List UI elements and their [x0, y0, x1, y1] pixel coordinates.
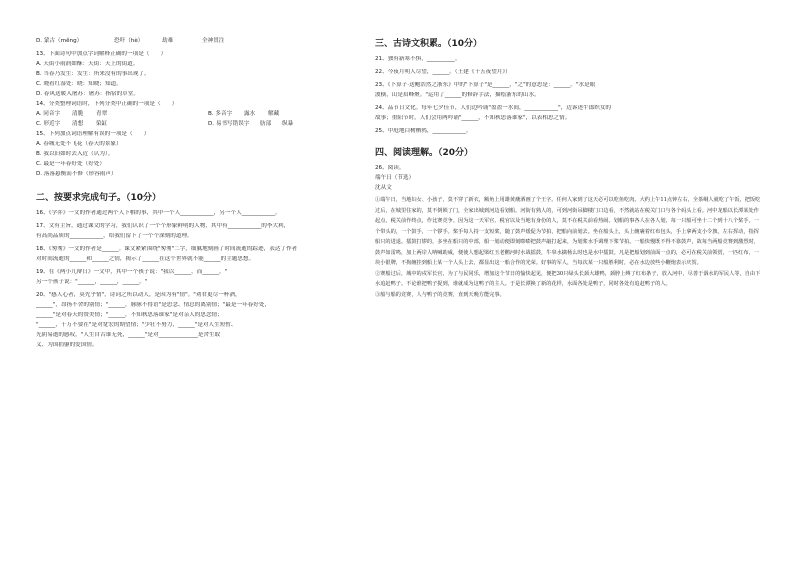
q22: 22、今夜月明人尽望，______。（王建《十五夜望月》） — [375, 69, 511, 75]
q20-line-3: ______"是对春天的赞美情；"______，不知秋思落谁家"是对亲人的思念情； — [36, 312, 223, 318]
right-column — [375, 38, 767, 300]
q14-option-d: D. 易书写错误字 肪部 纵暴 — [208, 121, 294, 127]
q21: 21、独有新寒不惧，__________。 — [375, 56, 461, 62]
q20-line-2: ______"，昂扬不舍的别情；"______，脉脉不得语"是思念、情总的离别情；"最是一年春好处， — [36, 302, 271, 308]
q24: 24、品节日文化。每年七夕佳节，人们边吟诵"盈盈一水间，____________"，边诉述牛郎织女的 — [375, 105, 612, 111]
q19-continued: 另一个孩子说："______，______，______。" — [36, 279, 148, 285]
q20-line-6: 义、为国捐躯的爱国情。 — [36, 342, 98, 348]
q13-option-c: C. 晓看红湿处：晓：知晓；知道。 — [36, 81, 122, 87]
passage-paragraph-2: ②赛船过后，城中的戍军长官，为了与民同乐，增加这个节日的愉快起见，便把30只绿头长颈大雄鸭，颈脖上缚了红布条子，放入河中，尽善于泅水的军民人等，自由下水追赶鸭子。不论谁把鸭子捉到，谁就成为这鸭子的主人。于是长潭换了新的花样，水面各处是鸭子，同时各处有追赶鸭子的人。 — [375, 270, 761, 287]
passage-paragraph-3: ③船与船的竞赛，人与鸭子的竞赛，直到天晚方能完事。 — [375, 291, 505, 298]
q15-option-d: D. 落落悬衡而不修（形容雨声） — [36, 171, 117, 177]
q15-option-a: A. 春城无处不飞花（春天的景象） — [36, 141, 122, 147]
q18-continued: 对时间流逝的______和______之情，揭示了______在这个世界就不能______的主题思想。 — [36, 256, 255, 262]
q13-option-b: B. 当春乃发生：发生：所来没有的事出现了。 — [36, 71, 150, 77]
q20-line-5: 光阴易逝的感叹，"人生自古谁无死，______"是对______________是舍生取 — [36, 332, 221, 338]
q18: 18、《匆匆》一文的作者是______。课文紧紧围绕"匆匆"二字，细腻地刻画了时间流逝的踪迹，表达了作者 — [36, 246, 298, 252]
section-3-title: 三、古诗文积累。（10分） — [375, 39, 483, 49]
q25: 25、中庭地白树栖鸦，____________。 — [375, 128, 472, 134]
q17: 17、文有主旨，通过课文的学习，我们认识了一个个形象鲜明的人物，其中有____________的李大利， — [36, 223, 290, 229]
q17-continued: 有高尚品质的____________，给我们留下了一个个深刻的道理。 — [36, 233, 193, 239]
section-4-title: 四、阅读理解。（20分） — [375, 148, 474, 158]
passage-author: 沈从文 — [375, 185, 392, 191]
q14-stem: 14、分类整理词语时，下列分类中正确的一项是（ ） — [36, 101, 178, 107]
q14-options-cd — [36, 121, 356, 128]
q19: 19、在《两小儿辩日》一文中，其中一个孩子说："我以______，而______。" — [36, 269, 228, 275]
passage-paragraph-1: ①端午日，当地妇女、小孩子，莫不穿了新衣，额角上用雄黄蘸酒画了个王字。任何人家到了这天必可以吃鱼吃肉。大约上午11点钟左右，全茶峒人就吃了午饭，把饭吃过后，在城里住家的，莫不倒锁了门，全家出城到河边看划船。河街有熟人的，可到河街吊脚楼门口边看，不然就站在税关门口与各个码头上看。河中龙船以长潭某处作起点，税关前作终点，作比赛竞争。因为这一天军官、税官以及当地有身份的人，莫不在税关前看热闹。划船的事各人在各人划，每一只船可坐十二个到十八个桨手，一个带头的，一个鼓手，一个锣手。桨手每人持一支短桨，随了鼓声缓促为节拍，把船向前划去。坐在船头上，头上缠裹着红布包头，手上拿两支小令旗，左右挥动，指挥船只的进退。擂鼓打锣的，多坐在船只的中部，船一划动便即刻嘭嘭把鼓声敲打起来，为划桨水手调理下桨节拍。一船快慢既不得不靠鼓声，故每当两船竞赛到激烈时，鼓声如雷鸣，加上两岸人呐喊助威，便使人想起梁红玉老鹳河时水战擂鼓，牛皋水擒杨么时也是水中擂鼓。凡是把船划到前面一点的，必可在税关前领赏，一匹红布，一块小银牌，不拘缠挂到船上某一个人头上去，都显出这一船合作的光荣。好事的军人，当每次某一只船胜利时，必在水边放些小鞭炮表示庆贺。 — [375, 197, 761, 266]
q15-option-c: C. 最是一年春好处（好处） — [36, 161, 105, 167]
q15-stem: 15、下列加点词语理解有误的一项是（ ） — [36, 131, 150, 137]
q13-stem: 13、下面诗句中加点字词解释正确的一项是（ ） — [36, 51, 167, 57]
left-column — [36, 38, 356, 349]
section-2-title: 二、按要求完成句子。（10分） — [36, 193, 162, 203]
q14-option-a: A. 同音字 清脆 青翠 — [36, 111, 108, 117]
q24-continued: 故事；重阳节时，人们会用两吟诵"______，不知秋思落谁家"，以表相思之情。 — [375, 115, 571, 121]
q13-option-d: D. 春风送暖入屠苏：屠苏：指宿的草堂。 — [36, 91, 139, 97]
q20: 20、"感人心者，莫先乎情"，诗词之所以动人，是因为有"情"。"劝君更尽一杯酒， — [36, 292, 241, 298]
passage-title: 端午日（节选） — [375, 175, 415, 181]
q26: 26、阅读。 — [375, 165, 405, 171]
q23-continued: 波横，山是眉峰聚。"运用了______的修辞手法，描绘浙东的山水。 — [375, 92, 540, 98]
q14-option-b: B. 多音字 露水 解藏 — [208, 111, 280, 117]
q20-line-4: "______，千万不要在"是对宽宏的期望情；"少壮不努力，______"是对人生短暂、 — [36, 322, 237, 328]
q14-option-c: C. 形近字 清想 染缸 — [36, 121, 108, 127]
q14-options-ab — [36, 111, 356, 118]
q16: 16、《学弈》一文的作者通过两个人下棋的事，其中一个人____________，另一个人____________。 — [36, 210, 281, 216]
q23: 23、《卜算子·送鲍浩然之浙东》中的"卜算子"是______，"之"的意思是：______。"水是眼 — [375, 82, 596, 88]
q13-option-a: A. 天街小雨润如酥：天街：天上的街道。 — [36, 61, 139, 67]
q12-option-d: D. 蒙古（měng） 恐吓（hè） 劫难 全神贯注 — [36, 38, 225, 44]
q15-option-b: B. 我以旧如时去入近（认为）。 — [36, 151, 114, 157]
